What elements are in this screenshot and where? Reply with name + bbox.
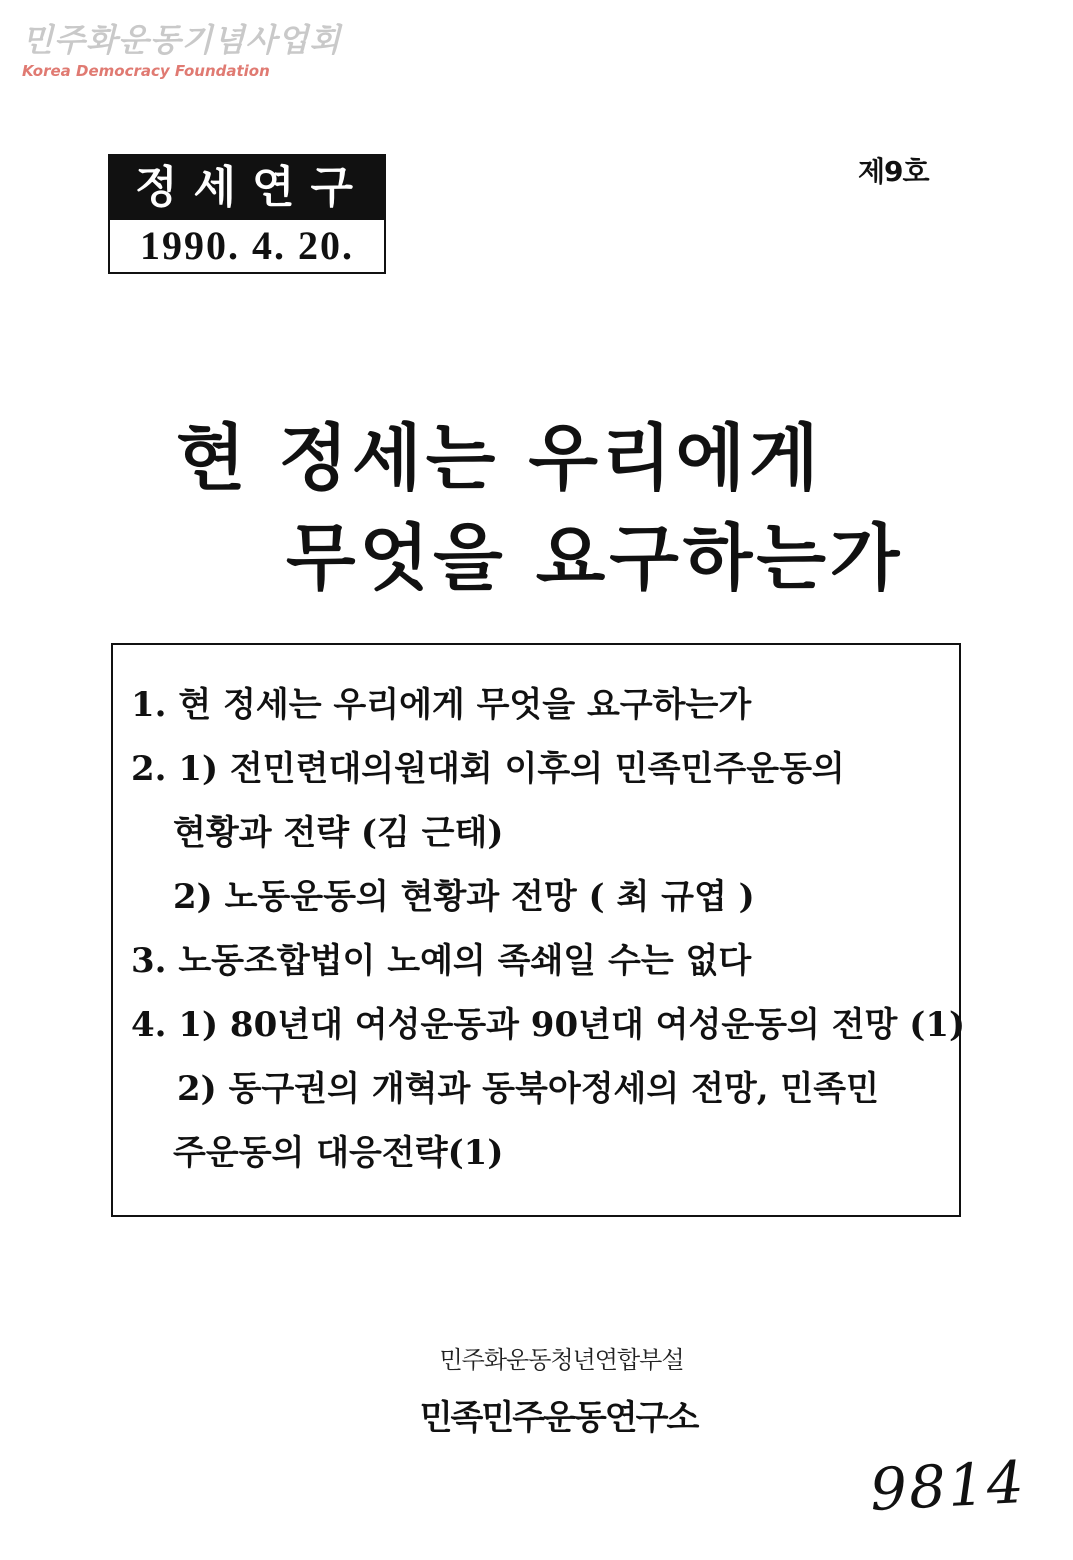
publisher-affiliation-text: 민주화운동청년연합부설: [439, 1346, 684, 1374]
series-title: 정세연구: [110, 156, 384, 220]
publisher-institute: [0, 1390, 1073, 1439]
contents-item: 2) 노동운동의 현황과 전망 ( 최 규엽 ): [173, 877, 755, 917]
contents-item: 현황과 전략 (김 근태): [173, 813, 504, 853]
contents-item: 2. 1) 전민련대의원대회 이후의 민족민주운동의: [131, 749, 845, 789]
watermark-english-text: Korea Democracy Foundation: [22, 62, 270, 80]
watermark-korean-text: 민주화운동기념사업회: [22, 21, 342, 59]
series-label-box: [108, 154, 386, 274]
table-of-contents: [111, 643, 966, 1217]
publisher-institute-text: 민족민주운동연구소: [419, 1398, 698, 1438]
contents-item: 3. 노동조합법이 노예의 족쇄일 수는 없다: [131, 941, 752, 981]
publisher-affiliation: [0, 1340, 1073, 1375]
publication-date: 1990. 4. 20.: [110, 220, 384, 272]
contents-item: 주운동의 대응전략(1): [173, 1133, 504, 1173]
contents-item: 4. 1) 80년대 여성운동과 90년대 여성운동의 전망 (1): [131, 1005, 966, 1045]
contents-list: [131, 673, 965, 1185]
foundation-watermark: [22, 20, 341, 80]
handwritten-number: 9814: [868, 1447, 1028, 1525]
contents-item: 1. 현 정세는 우리에게 무엇을 요구하는가: [131, 685, 752, 725]
main-title: [0, 408, 1073, 608]
main-title-line-1: 현 정세는 우리에게: [176, 416, 823, 500]
main-title-line-2: 무엇을 요구하는가: [286, 516, 904, 600]
issue-number: 제9호: [858, 155, 929, 188]
contents-item: 2) 동구권의 개혁과 동북아정세의 전망, 민족민: [177, 1069, 879, 1109]
